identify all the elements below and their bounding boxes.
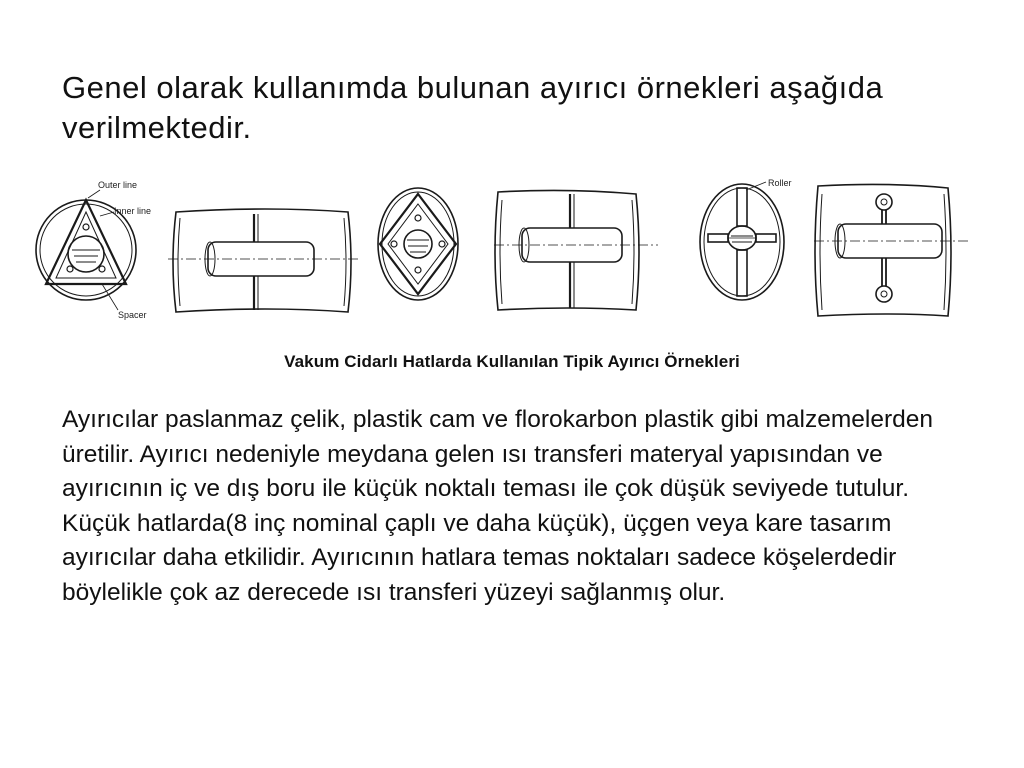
diamond-spacer-section [378, 188, 458, 300]
pipe-side-view-2 [494, 190, 658, 310]
outer-pipe [495, 190, 639, 310]
roller-label: Roller [768, 178, 792, 188]
slide-title: Genel olarak kullanımda bulunan ayırıcı örnekleri aşağıda verilmektedir. [62, 70, 884, 145]
body-paragraph: Ayırıcılar paslanmaz çelik, plastik cam ve florokarbon plastik gibi malzemelerden üretilir. Ayırıcı nedeniyle meydana gelen ısı transferi materyal yapısından ve ayırıcının iç ve dış boru ile küçük noktalı teması ile çok düşük seviyede tutulur. Küçük hatlarda(8 inç nominal çaplı ve daha küçük), üçgen veya kare tasarım ayırıcılar daha etkilidir. Ayırıcının hatlara temas noktaları sadece köşelerdedir böylelikle çok az derecede ısı transferi yüzeyi sağlanmış olur. [62, 406, 934, 606]
roller-arm-bottom [737, 250, 747, 296]
roller-bottom [876, 286, 892, 302]
pipe-side-view-3 [814, 184, 968, 316]
roller-spacer-section [700, 178, 792, 300]
outer-line-label: Outer line [98, 180, 138, 190]
inner-pipe-circle [404, 230, 432, 258]
spacer-label: Spacer [118, 310, 147, 320]
roller-top [876, 194, 892, 210]
inner-line-label: Inner line [114, 206, 152, 216]
roller-arm-top [737, 188, 747, 226]
spacer-figures [28, 172, 988, 332]
outer-pipe [173, 209, 351, 312]
figure-caption: Vakum Cidarlı Hatlarda Kullanılan Tipik Ayırıcı Örnekleri [284, 352, 740, 371]
inner-pipe-circle [68, 236, 104, 272]
pipe-side-view-1 [168, 209, 358, 312]
triangle-spacer-section [36, 180, 151, 320]
